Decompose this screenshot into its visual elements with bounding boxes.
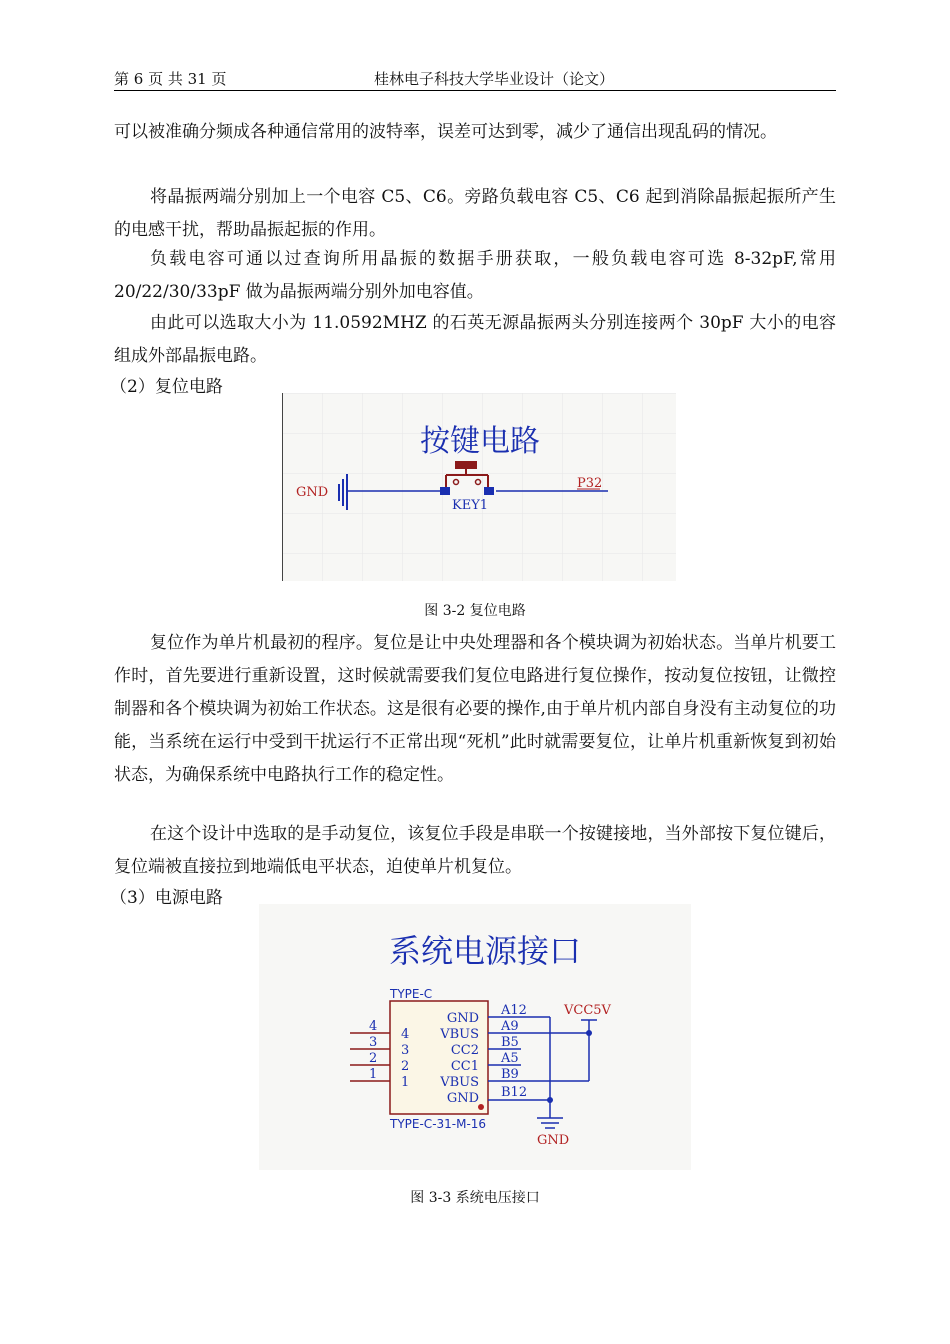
- pin-label-a9: A9: [501, 1019, 519, 1034]
- inner-pin-2: 2: [401, 1059, 410, 1074]
- keypad-circuit-title: 按键电路: [420, 424, 540, 459]
- typec-part-number: TYPE-C-31-M-16: [390, 1117, 487, 1131]
- p32-net-label: P32: [577, 476, 603, 491]
- reset-circuit-figure: [282, 393, 676, 581]
- pin-name-gnd-bottom: GND: [446, 1091, 479, 1106]
- outer-pin-2: 2: [369, 1051, 378, 1066]
- paragraph-1: 可以被准确分频成各种通信常用的波特率，误差可达到零，减少了通信出现乱码的情况。: [114, 122, 777, 142]
- pin-name-cc1: CC1: [450, 1059, 479, 1074]
- power-interface-figure: [259, 904, 691, 1170]
- key1-label: KEY1: [452, 498, 489, 513]
- pin-name-gnd-top: GND: [446, 1011, 479, 1026]
- paragraph-4: 由此可以选取大小为 11.0592MHZ 的石英无源晶振两头分别连接两个 30pF 大小的电容组成外部晶振电路。: [114, 313, 836, 366]
- inner-pin-3: 3: [401, 1043, 410, 1058]
- inner-pin-1: 1: [401, 1075, 410, 1090]
- paragraph-6: 在这个设计中选取的是手动复位，该复位手段是串联一个按键接地，当外部按下复位键后，复位端被直接拉到地端低电平状态，迫使单片机复位。: [114, 824, 836, 877]
- pin-name-vbus-bottom: VBUS: [440, 1075, 479, 1090]
- figure-3-2-caption: 图 3-2 复位电路: [424, 603, 526, 619]
- outer-pin-3: 3: [369, 1035, 378, 1050]
- inner-pin-4: 4: [401, 1027, 410, 1042]
- gnd-label: GND: [296, 485, 329, 500]
- paragraph-5: 复位作为单片机最初的程序。复位是让中央处理器和各个模块调为初始状态。当单片机要工作时，首先要进行重新设置，这时候就需要我们复位电路进行复位操作，按动复位按钮，让微控制器和各个模块调为初始工作状态。这是很有必要的操作,由于单片机内部自身没有主动复位的功能，当系统在运行中受到干扰运行不正常出现“死机”此时就需要复位，让单片机重新恢复到初始状态，为确保系统中电路执行工作的稳定性。: [114, 633, 836, 785]
- pin-name-cc2: CC2: [450, 1043, 479, 1058]
- section-heading-power: （3）电源电路: [110, 888, 223, 908]
- pin-label-a12: A12: [501, 1003, 527, 1018]
- paragraph-2: 将晶振两端分别加上一个电容 C5、C6。旁路负载电容 C5、C6 起到消除晶振起振所产生的电感干扰，帮助晶振起振的作用。: [114, 187, 836, 240]
- outer-pin-1: 1: [369, 1067, 378, 1082]
- section-heading-reset: （2）复位电路: [110, 377, 223, 397]
- pin-label-b12: B12: [501, 1085, 528, 1100]
- school-title: 桂林电子科技大学毕业设计（论文）: [374, 70, 615, 88]
- pin-label-b5: B5: [501, 1035, 519, 1050]
- page-header: [114, 66, 836, 91]
- pin-name-vbus-top: VBUS: [440, 1027, 479, 1042]
- pin-label-b9: B9: [501, 1067, 519, 1082]
- page-number: 第 6 页 共 31 页: [114, 70, 227, 88]
- paragraph-3: 负载电容可通以过查询所用晶振的数据手册获取，一般负载电容可选 8-32pF,常用 20/22/30/33pF 做为晶振两端分别外加电容值。: [114, 249, 836, 302]
- vcc5v-label: VCC5V: [564, 1003, 611, 1018]
- pin-label-a5: A5: [501, 1051, 519, 1066]
- typec-part-label: TYPE-C: [390, 987, 433, 1001]
- gnd-symbol-label: GND: [537, 1133, 570, 1148]
- figure-3-3-caption: 图 3-3 系统电压接口: [410, 1190, 540, 1206]
- power-interface-title: 系统电源接口: [388, 932, 582, 970]
- outer-pin-4: 4: [369, 1019, 378, 1034]
